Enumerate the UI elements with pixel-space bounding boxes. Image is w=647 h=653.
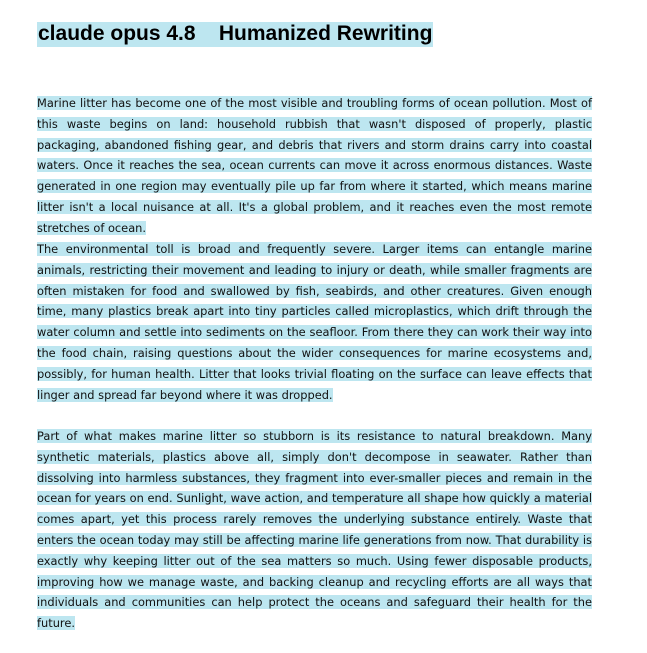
paragraph-2-text: The environmental toll is broad and frequently severe. Larger items can entangle marine animals, restricting their movement and leading to injury or death, while smaller fragments are often mistaken for food and swallowed by fish, seabirds, and other creatures. Given enough time, many plastics break apart into tiny particles called microplastics, which drift through the water column and settle into sediments on the seafloor. From there they can work their way into the food chain, raising questions about the wider consequences for marine ecosystems and, possibly, for human health. Litter that looks trivial floating on the surface can leave effects that linger and spread far beyond where it was dropped. bbox=[37, 242, 592, 402]
paragraph-2 bbox=[37, 239, 592, 405]
document-title-text: claude opus 4.8 Humanized Rewriting bbox=[38, 22, 433, 45]
paragraph-3-text: Part of what makes marine litter so stubborn is its resistance to natural breakdown. Many synthetic materials, plastics above all, simply don't decompose in seawater. Rather than dissolving into harmless substances, they fragment into ever-smaller pieces and remain in the ocean for years on end. Sunlight, wave action, and temperature all shape how quickly a material comes apart, yet this process rarely removes the underlying substance entirely. Waste that enters the ocean today may still be affecting marine life generations from now. That durability is exactly why keeping litter out of the sea matters so much. Using fewer disposable products, improving how we manage waste, and backing cleanup and recycling efforts are all ways that individuals and communities can help protect the oceans and safeguard their health for the future. bbox=[37, 429, 592, 631]
paragraph-3 bbox=[37, 426, 592, 634]
paragraph-1-text: Marine litter has become one of the most visible and troubling forms of ocean pollution. Most of this waste begins on land: household rubbish that wasn't disposed of properly, plastic packaging, abandoned fishing gear, and debris that rivers and storm drains carry into coastal waters. Once it reaches the sea, ocean currents can move it across enormous distances. Waste generated in one region may eventually pile up far from where it started, which means marine litter isn't a local nuisance at all. It's a global problem, and it reaches even the most remote stretches of ocean. bbox=[37, 96, 592, 235]
paragraph-1 bbox=[37, 93, 592, 239]
document-title bbox=[37, 20, 433, 48]
